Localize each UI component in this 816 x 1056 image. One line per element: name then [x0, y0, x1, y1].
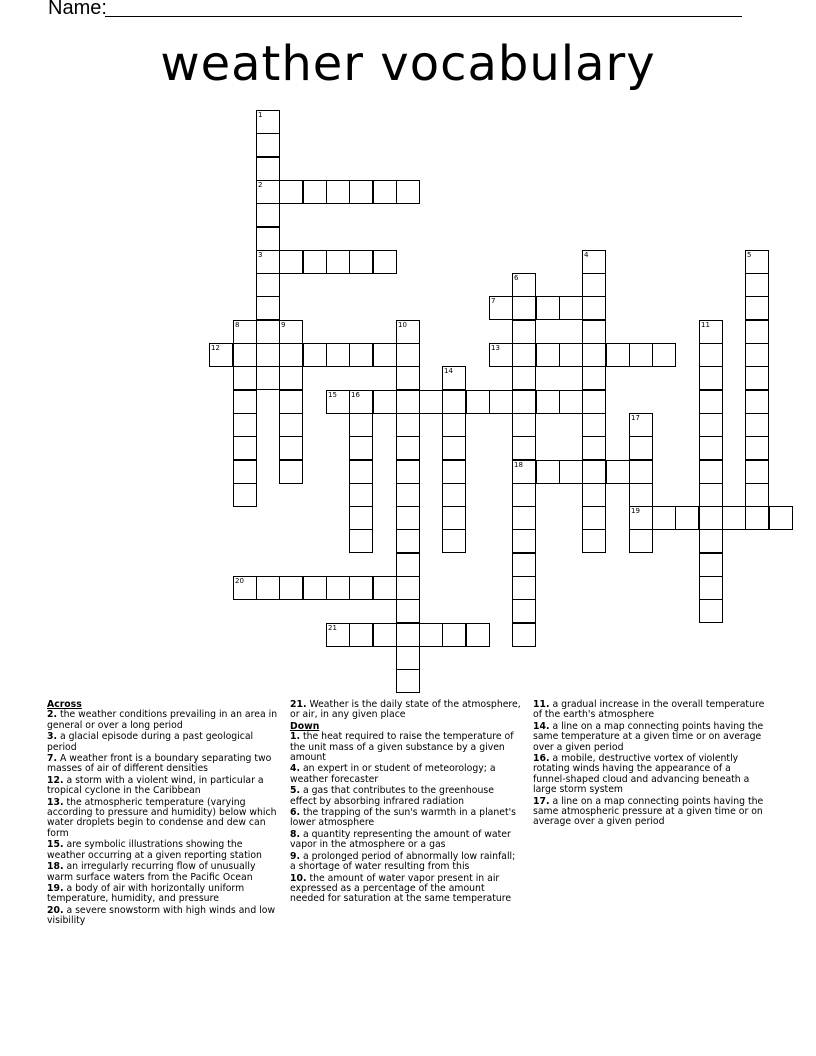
grid-cell[interactable] — [699, 390, 723, 414]
clue-number-label: 17. — [533, 795, 550, 807]
grid-cell[interactable] — [396, 623, 420, 647]
grid-cell[interactable] — [699, 320, 723, 344]
grid-cell[interactable] — [279, 576, 303, 600]
clue-item — [47, 732, 279, 753]
grid-cell[interactable] — [652, 506, 676, 530]
clue-number-label: 20. — [47, 904, 64, 916]
clue-number-label: 3. — [47, 731, 58, 743]
grid-cell[interactable] — [396, 669, 420, 693]
clue-number: 14 — [444, 367, 453, 375]
grid-cell[interactable] — [373, 250, 397, 274]
grid-cell[interactable] — [303, 576, 327, 600]
clue-text: a gas that contributes to the greenhouse effect by absorbing infrared radiation — [290, 785, 494, 807]
clue-text: are symbolic illustrations showing the weather occurring at a given reporting station — [47, 839, 262, 861]
grid-cell[interactable] — [699, 366, 723, 390]
grid-cell[interactable] — [396, 529, 420, 553]
grid-cell[interactable] — [326, 180, 350, 204]
grid-cell[interactable] — [349, 623, 373, 647]
grid-cell[interactable] — [699, 553, 723, 577]
grid-cell[interactable] — [582, 390, 606, 414]
clue-number: 21 — [328, 624, 337, 632]
grid-cell[interactable] — [582, 413, 606, 437]
grid-cell[interactable] — [675, 506, 699, 530]
grid-cell[interactable] — [349, 390, 373, 414]
grid-cell[interactable] — [512, 273, 536, 297]
grid-cell[interactable] — [699, 343, 723, 367]
grid-cell[interactable] — [256, 110, 280, 134]
grid-cell[interactable] — [373, 180, 397, 204]
grid-cell[interactable] — [512, 436, 536, 460]
grid-cell[interactable] — [326, 623, 350, 647]
grid-cell[interactable] — [489, 343, 513, 367]
grid-cell[interactable] — [349, 180, 373, 204]
grid-cell[interactable] — [279, 180, 303, 204]
down-header: Down — [290, 720, 320, 732]
clue-text: an irregularly recurring flow of unusually warm surface waters from the Pacific Ocean — [47, 861, 256, 883]
clue-item — [47, 906, 279, 927]
clue-text: the atmospheric temperature (varying according to pressure and humidity) below which water droplets begin to condense and dew can form — [47, 796, 277, 839]
grid-cell[interactable] — [396, 180, 420, 204]
clue-number-label: 10. — [290, 872, 307, 884]
grid-cell[interactable] — [512, 506, 536, 530]
clue-number: 18 — [514, 461, 523, 469]
grid-cell[interactable] — [769, 506, 793, 530]
grid-cell[interactable] — [233, 576, 257, 600]
clue-number: 20 — [235, 577, 244, 585]
grid-cell[interactable] — [536, 343, 560, 367]
clue-number: 12 — [211, 344, 220, 352]
grid-cell[interactable] — [745, 250, 769, 274]
grid-cell[interactable] — [512, 623, 536, 647]
grid-cell[interactable] — [745, 343, 769, 367]
clue-text: the weather conditions prevailing in an area in general or over a long period — [47, 709, 278, 731]
grid-cell[interactable] — [745, 413, 769, 437]
grid-cell[interactable] — [233, 343, 257, 367]
grid-cell[interactable] — [233, 366, 257, 390]
clue-item — [290, 786, 522, 807]
grid-cell[interactable] — [512, 576, 536, 600]
grid-cell[interactable] — [442, 483, 466, 507]
grid-cell[interactable] — [442, 366, 466, 390]
grid-cell[interactable] — [582, 483, 606, 507]
grid-cell[interactable] — [349, 576, 373, 600]
clue-item — [290, 874, 522, 905]
grid-cell[interactable] — [536, 460, 560, 484]
grid-cell[interactable] — [233, 320, 257, 344]
clue-text: a quantity representing the amount of water vapor in the atmosphere or a gas — [290, 828, 511, 851]
grid-cell[interactable] — [349, 436, 373, 460]
grid-cell[interactable] — [512, 529, 536, 553]
grid-cell[interactable] — [559, 343, 583, 367]
grid-cell[interactable] — [699, 413, 723, 437]
grid-cell[interactable] — [326, 343, 350, 367]
clue-item — [47, 754, 279, 775]
clue-item — [533, 700, 765, 721]
clue-item — [47, 840, 279, 861]
grid-cell[interactable] — [396, 366, 420, 390]
name-label: Name: — [48, 0, 107, 19]
clue-number-label: 14. — [533, 720, 550, 732]
grid-cell[interactable] — [279, 460, 303, 484]
clue-column-2 — [290, 700, 522, 906]
grid-cell[interactable] — [489, 296, 513, 320]
clue-text: Weather is the daily state of the atmosphere, or air, in any given place — [290, 699, 521, 721]
grid-cell[interactable] — [303, 180, 327, 204]
clue-text: a glacial episode during a past geological period — [47, 731, 254, 753]
grid-cell[interactable] — [699, 436, 723, 460]
grid-cell[interactable] — [652, 343, 676, 367]
grid-cell[interactable] — [559, 390, 583, 414]
clue-item — [533, 797, 765, 828]
grid-cell[interactable] — [349, 343, 373, 367]
grid-cell[interactable] — [489, 390, 513, 414]
clue-number: 3 — [258, 251, 263, 259]
clue-number: 16 — [351, 391, 360, 399]
grid-cell[interactable] — [279, 320, 303, 344]
grid-cell[interactable] — [442, 623, 466, 647]
clue-number: 8 — [235, 321, 240, 329]
grid-cell[interactable] — [629, 529, 653, 553]
across-header: Across — [47, 699, 82, 710]
grid-cell[interactable] — [256, 180, 280, 204]
clue-number: 5 — [747, 251, 752, 259]
grid-cell[interactable] — [745, 273, 769, 297]
clue-item — [290, 764, 522, 785]
grid-cell[interactable] — [606, 343, 630, 367]
clue-text: a line on a map connecting points having the same temperature at a given time or on average over a given period — [533, 720, 764, 753]
clue-number-label: 9. — [290, 850, 301, 862]
grid-cell[interactable] — [419, 623, 443, 647]
grid-cell[interactable] — [349, 529, 373, 553]
clue-number-label: 21. — [290, 699, 307, 710]
clue-text: a line on a map connecting points having the same atmospheric pressure at a given time or on average over a given period — [533, 795, 764, 828]
clue-number-label: 5. — [290, 785, 301, 797]
grid-cell[interactable] — [373, 343, 397, 367]
clue-text: a body of air with horizontally uniform temperature, humidity, and pressure — [47, 882, 245, 905]
clue-text: a severe snowstorm with high winds and low visibility — [47, 904, 276, 927]
clue-item — [290, 808, 522, 829]
grid-cell[interactable] — [699, 576, 723, 600]
grid-cell[interactable] — [512, 296, 536, 320]
grid-cell[interactable] — [349, 460, 373, 484]
grid-cell[interactable] — [256, 296, 280, 320]
clue-text: a gradual increase in the overall temperature of the earth's atmosphere — [533, 699, 765, 721]
clue-item — [47, 798, 279, 840]
clue-number: 4 — [584, 251, 589, 259]
grid-cell[interactable] — [396, 506, 420, 530]
grid-cell[interactable] — [256, 133, 280, 157]
grid-cell[interactable] — [349, 250, 373, 274]
grid-cell[interactable] — [256, 157, 280, 181]
clue-item — [533, 722, 765, 753]
grid-cell[interactable] — [699, 483, 723, 507]
grid-cell[interactable] — [396, 576, 420, 600]
clue-number: 15 — [328, 391, 337, 399]
grid-cell[interactable] — [512, 460, 536, 484]
grid-cell[interactable] — [256, 343, 280, 367]
grid-cell[interactable] — [745, 390, 769, 414]
grid-cell[interactable] — [512, 413, 536, 437]
grid-cell[interactable] — [233, 483, 257, 507]
grid-cell[interactable] — [233, 390, 257, 414]
grid-cell[interactable] — [466, 623, 490, 647]
grid-cell[interactable] — [582, 296, 606, 320]
clue-text: a storm with a violent wind, in particular a tropical cyclone in the Caribbean — [47, 774, 264, 797]
grid-cell[interactable] — [629, 506, 653, 530]
clue-number-label: 19. — [47, 882, 64, 894]
grid-cell[interactable] — [396, 343, 420, 367]
grid-cell[interactable] — [512, 483, 536, 507]
grid-cell[interactable] — [396, 553, 420, 577]
clue-text: the trapping of the sun's warmth in a planet's lower atmosphere — [290, 807, 517, 829]
grid-cell[interactable] — [279, 343, 303, 367]
clue-item — [290, 830, 522, 851]
grid-cell[interactable] — [233, 413, 257, 437]
grid-cell[interactable] — [233, 436, 257, 460]
clue-item — [290, 732, 522, 763]
clue-item — [290, 852, 522, 873]
grid-cell[interactable] — [279, 436, 303, 460]
clue-text: the amount of water vapor present in air expressed as a percentage of the amount needed for saturation at the same temperature — [290, 872, 512, 905]
grid-cell[interactable] — [373, 390, 397, 414]
grid-cell[interactable] — [699, 529, 723, 553]
clue-number: 19 — [631, 507, 640, 515]
clue-column-3 — [533, 700, 765, 829]
grid-cell[interactable] — [256, 227, 280, 251]
grid-cell[interactable] — [699, 599, 723, 623]
grid-cell[interactable] — [606, 460, 630, 484]
grid-cell[interactable] — [303, 250, 327, 274]
grid-cell[interactable] — [442, 460, 466, 484]
clue-number-label: 11. — [533, 699, 550, 710]
grid-cell[interactable] — [512, 320, 536, 344]
grid-cell[interactable] — [396, 646, 420, 670]
grid-cell[interactable] — [582, 366, 606, 390]
clue-number: 10 — [398, 321, 407, 329]
grid-cell[interactable] — [303, 343, 327, 367]
grid-cell[interactable] — [256, 576, 280, 600]
grid-cell[interactable] — [256, 366, 280, 390]
grid-cell[interactable] — [279, 366, 303, 390]
grid-cell[interactable] — [442, 413, 466, 437]
grid-cell[interactable] — [256, 203, 280, 227]
clue-number: 17 — [631, 414, 640, 422]
grid-cell[interactable] — [396, 413, 420, 437]
clue-number-label: 7. — [47, 753, 58, 765]
clue-number-label: 13. — [47, 796, 64, 808]
clue-item — [47, 862, 279, 883]
grid-cell[interactable] — [536, 390, 560, 414]
grid-cell[interactable] — [512, 366, 536, 390]
clue-number-label: 6. — [290, 807, 301, 819]
grid-cell[interactable] — [582, 343, 606, 367]
grid-cell[interactable] — [745, 296, 769, 320]
clue-number-label: 1. — [290, 731, 301, 743]
grid-cell[interactable] — [279, 413, 303, 437]
grid-cell[interactable] — [442, 506, 466, 530]
grid-cell[interactable] — [396, 436, 420, 460]
grid-cell[interactable] — [699, 506, 723, 530]
clue-text: a prolonged period of abnormally low rainfall; a shortage of water resulting from this — [290, 850, 516, 873]
grid-cell[interactable] — [349, 506, 373, 530]
grid-cell[interactable] — [512, 553, 536, 577]
grid-cell[interactable] — [582, 529, 606, 553]
grid-cell[interactable] — [349, 413, 373, 437]
grid-cell[interactable] — [722, 506, 746, 530]
grid-cell[interactable] — [629, 483, 653, 507]
grid-cell[interactable] — [396, 390, 420, 414]
clue-number: 9 — [281, 321, 286, 329]
grid-cell[interactable] — [745, 460, 769, 484]
grid-cell[interactable] — [396, 320, 420, 344]
clue-number-label: 8. — [290, 828, 301, 840]
grid-cell[interactable] — [559, 460, 583, 484]
grid-cell[interactable] — [349, 483, 373, 507]
grid-cell[interactable] — [442, 390, 466, 414]
grid-cell[interactable] — [233, 460, 257, 484]
clue-item — [47, 884, 279, 905]
grid-cell[interactable] — [442, 436, 466, 460]
grid-cell[interactable] — [419, 390, 443, 414]
grid-cell[interactable] — [629, 460, 653, 484]
clue-number-label: 18. — [47, 861, 64, 873]
grid-cell[interactable] — [442, 529, 466, 553]
clue-number: 13 — [491, 344, 500, 352]
grid-cell[interactable] — [396, 599, 420, 623]
clue-number: 7 — [491, 297, 496, 305]
grid-cell[interactable] — [582, 460, 606, 484]
grid-cell[interactable] — [256, 250, 280, 274]
grid-cell[interactable] — [512, 343, 536, 367]
clue-number-label: 16. — [533, 753, 550, 765]
grid-cell[interactable] — [279, 390, 303, 414]
grid-cell[interactable] — [396, 460, 420, 484]
grid-cell[interactable] — [745, 506, 769, 530]
grid-cell[interactable] — [699, 460, 723, 484]
grid-cell[interactable] — [536, 296, 560, 320]
grid-cell[interactable] — [256, 273, 280, 297]
grid-cell[interactable] — [629, 343, 653, 367]
grid-cell[interactable] — [466, 390, 490, 414]
page-title: weather vocabulary — [160, 36, 656, 92]
clue-number: 11 — [701, 321, 710, 329]
grid-cell[interactable] — [396, 483, 420, 507]
grid-cell[interactable] — [582, 320, 606, 344]
clue-item — [290, 700, 522, 721]
clue-number-label: 15. — [47, 839, 64, 851]
grid-cell[interactable] — [512, 599, 536, 623]
grid-cell[interactable] — [373, 623, 397, 647]
clue-text: a mobile, destructive vortex of violently rotating winds having the appearance of a funnel-shaped cloud and advancing beneath a large storm system — [533, 753, 750, 796]
grid-cell[interactable] — [279, 250, 303, 274]
grid-cell[interactable] — [745, 320, 769, 344]
clue-item — [47, 710, 279, 731]
clue-text: the heat required to raise the temperature of the unit mass of a given substance by a given amount — [290, 731, 514, 764]
clue-number-label: 12. — [47, 774, 64, 786]
grid-cell[interactable] — [326, 250, 350, 274]
clue-text: A weather front is a boundary separating two masses of air of different densities — [47, 753, 272, 775]
clue-item — [533, 754, 765, 796]
grid-cell[interactable] — [326, 576, 350, 600]
clue-text: an expert in or student of meteorology; a weather forecaster — [290, 763, 496, 785]
grid-cell[interactable] — [745, 366, 769, 390]
clue-number: 6 — [514, 274, 519, 282]
grid-cell[interactable] — [745, 483, 769, 507]
grid-cell[interactable] — [373, 576, 397, 600]
clue-number: 2 — [258, 181, 263, 189]
grid-cell[interactable] — [326, 390, 350, 414]
grid-cell[interactable] — [582, 250, 606, 274]
grid-cell[interactable] — [582, 506, 606, 530]
clue-column-1 — [47, 700, 279, 928]
grid-cell[interactable] — [745, 436, 769, 460]
grid-cell[interactable] — [582, 436, 606, 460]
grid-cell[interactable] — [559, 296, 583, 320]
grid-cell[interactable] — [209, 343, 233, 367]
grid-cell[interactable] — [582, 273, 606, 297]
grid-cell[interactable] — [512, 390, 536, 414]
clue-item — [47, 776, 279, 797]
clue-number: 1 — [258, 111, 263, 119]
grid-cell[interactable] — [629, 413, 653, 437]
grid-cell[interactable] — [629, 436, 653, 460]
clue-number-label: 2. — [47, 709, 58, 721]
clue-number-label: 4. — [290, 763, 301, 775]
grid-cell[interactable] — [256, 320, 280, 344]
